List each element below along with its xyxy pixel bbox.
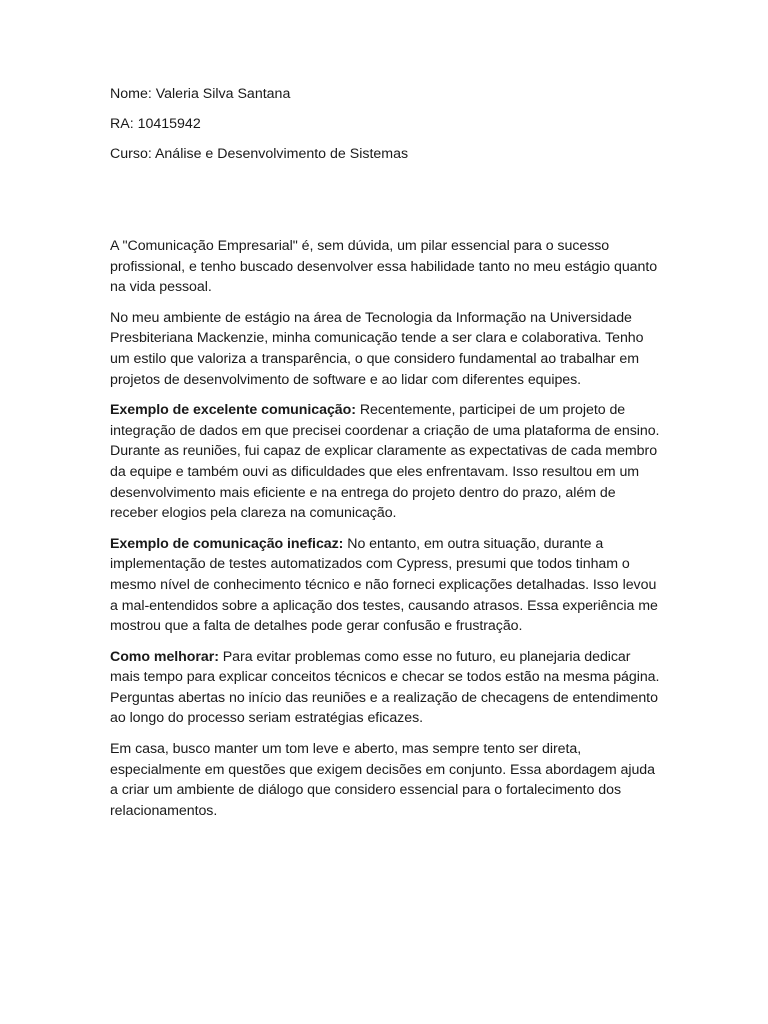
- student-course: Curso: Análise e Desenvolvimento de Sistemas: [110, 146, 409, 162]
- how-to-improve-text: Para evitar problemas como esse no futuro, eu planejaria dedicar mais tempo para explicar conceitos técnicos e checar se todos estão na mesma página. Perguntas abertas no início das reuniões e a realização de checagens de entendimento ao longo do processo seriam estratégias eficazes.: [110, 648, 660, 727]
- header-spacer: [110, 174, 660, 236]
- student-name: Nome: Valeria Silva Santana: [110, 86, 291, 102]
- how-to-improve-label: Como melhorar:: [110, 648, 219, 665]
- document-content: [110, 84, 660, 831]
- paragraph-excellent-example: [110, 400, 660, 524]
- paragraph-home: Em casa, busco manter um tom leve e aberto, mas sempre tento ser direta, especialmente em questões que exigem decisões em conjunto. Essa abordagem ajuda a criar um ambiente de diálogo que considero essencial para o fortalecimento dos relacionamentos.: [110, 741, 655, 819]
- excellent-example-label: Exemplo de excelente comunicação:: [110, 402, 356, 419]
- paragraph-ineffective-example: [110, 534, 660, 637]
- ineffective-example-text: No entanto, em outra situação, durante a implementação de testes automatizados com Cypress, presumi que todos tinham o mesmo nível de conhecimento técnico e não forneci explicações detalhadas. Isso levou a mal-entendidos sobre a aplicação dos testes, causando atrasos. Essa experiência me mostrou que a falta de detalhes pode gerar confusão e frustração.: [110, 535, 658, 635]
- student-ra: RA: 10415942: [110, 116, 201, 132]
- paragraph-internship: No meu ambiente de estágio na área de Tecnologia da Informação na Universidade Presbiteriana Mackenzie, minha comunicação tende a ser clara e colaborativa. Tenho um estilo que valoriza a transparência, o que considero fundamental ao trabalhar em projetos de desenvolvimento de software e ao lidar com diferentes equipes.: [110, 309, 644, 388]
- excellent-example-text: Recentemente, participei de um projeto de integração de dados em que precisei coordenar a criação de uma plataforma de ensino. Durante as reuniões, fui capaz de explicar claramente as expectativas de cada membro da equipe e também ouvi as dificuldades que eles enfrentavam. Isso resultou em um desenvolvimento mais eficiente e na entrega do projeto dentro do prazo, além de receber elogios pela clareza na comunicação.: [110, 402, 660, 522]
- paragraph-intro: A "Comunicação Empresarial" é, sem dúvida, um pilar essencial para o sucesso profissional, e tenho buscado desenvolver essa habilidade tanto no meu estágio quanto na vida pessoal.: [110, 238, 658, 296]
- ineffective-example-label: Exemplo de comunicação ineficaz:: [110, 535, 344, 552]
- paragraph-how-to-improve: [110, 647, 660, 729]
